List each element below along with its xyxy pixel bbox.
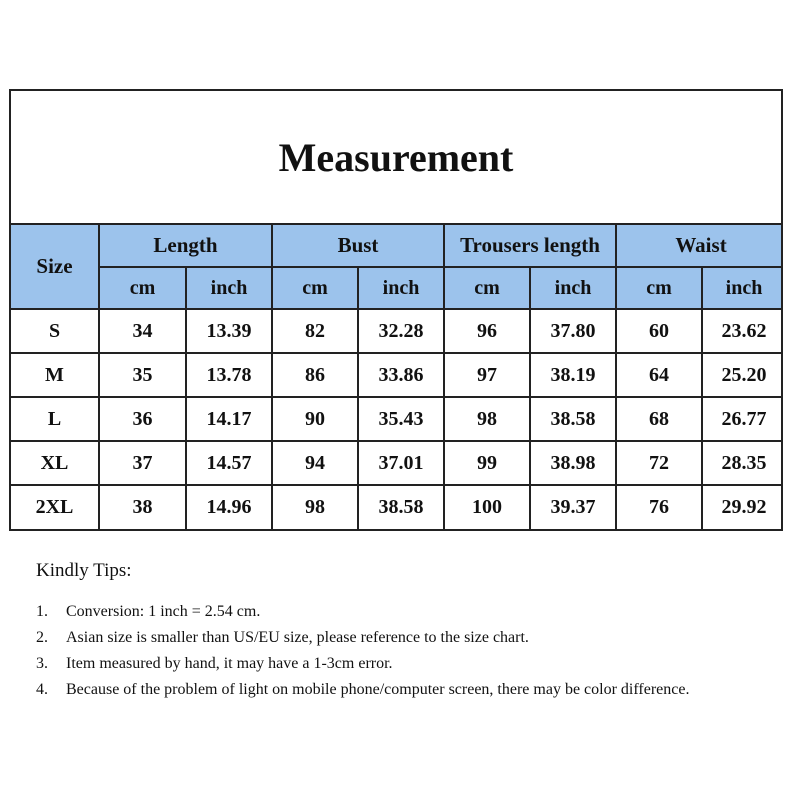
value-cell: 38.58 (530, 397, 616, 441)
value-cell: 26.77 (702, 397, 783, 441)
value-cell: 76 (616, 485, 702, 529)
value-cell: 25.20 (702, 353, 783, 397)
value-cell: 13.78 (186, 353, 272, 397)
value-cell: 60 (616, 309, 702, 353)
tip-text: Conversion: 1 inch = 2.54 cm. (66, 603, 261, 620)
value-cell: 32.28 (358, 309, 444, 353)
size-table (11, 225, 783, 529)
tip-item (36, 678, 776, 701)
tip-number: 1. (36, 603, 48, 620)
tips-list (36, 600, 776, 701)
unit-inch-header: inch (186, 267, 272, 309)
unit-inch-header: inch (358, 267, 444, 309)
table-row (11, 309, 783, 353)
value-cell: 98 (272, 485, 358, 529)
unit-inch-header: inch (530, 267, 616, 309)
value-cell: 98 (444, 397, 530, 441)
value-cell: 94 (272, 441, 358, 485)
value-cell: 13.39 (186, 309, 272, 353)
value-cell: 14.17 (186, 397, 272, 441)
tip-text: Asian size is smaller than US/EU size, please reference to the size chart. (66, 629, 529, 646)
table-row (11, 485, 783, 529)
value-cell: 99 (444, 441, 530, 485)
tip-text: Item measured by hand, it may have a 1-3cm error. (66, 655, 393, 672)
size-cell: XL (11, 441, 99, 485)
value-cell: 23.62 (702, 309, 783, 353)
tip-number: 2. (36, 629, 48, 646)
value-cell: 33.86 (358, 353, 444, 397)
tip-number: 4. (36, 681, 48, 698)
value-cell: 29.92 (702, 485, 783, 529)
waist-header: Waist (616, 225, 783, 267)
unit-cm-header: cm (444, 267, 530, 309)
value-cell: 14.96 (186, 485, 272, 529)
value-cell: 36 (99, 397, 186, 441)
value-cell: 38.98 (530, 441, 616, 485)
value-cell: 64 (616, 353, 702, 397)
value-cell: 37.80 (530, 309, 616, 353)
size-cell: L (11, 397, 99, 441)
value-cell: 34 (99, 309, 186, 353)
value-cell: 28.35 (702, 441, 783, 485)
value-cell: 14.57 (186, 441, 272, 485)
unit-cm-header: cm (616, 267, 702, 309)
size-cell: M (11, 353, 99, 397)
value-cell: 38.19 (530, 353, 616, 397)
size-header: Size (11, 225, 99, 309)
tip-item (36, 600, 776, 623)
size-cell: S (11, 309, 99, 353)
table-body (11, 309, 783, 529)
value-cell: 72 (616, 441, 702, 485)
tip-number: 3. (36, 655, 48, 672)
value-cell: 100 (444, 485, 530, 529)
value-cell: 38.58 (358, 485, 444, 529)
value-cell: 37.01 (358, 441, 444, 485)
table-row (11, 441, 783, 485)
unit-cm-header: cm (99, 267, 186, 309)
value-cell: 82 (272, 309, 358, 353)
tip-item (36, 626, 776, 649)
value-cell: 35 (99, 353, 186, 397)
value-cell: 90 (272, 397, 358, 441)
length-header: Length (99, 225, 272, 267)
value-cell: 39.37 (530, 485, 616, 529)
size-chart (9, 89, 783, 531)
value-cell: 97 (444, 353, 530, 397)
value-cell: 37 (99, 441, 186, 485)
bust-header: Bust (272, 225, 444, 267)
table-row (11, 397, 783, 441)
unit-inch-header: inch (702, 267, 783, 309)
unit-cm-header: cm (272, 267, 358, 309)
tip-item (36, 652, 776, 675)
size-cell: 2XL (11, 485, 99, 529)
table-row (11, 353, 783, 397)
tip-text: Because of the problem of light on mobile phone/computer screen, there may be color difference. (66, 681, 690, 698)
value-cell: 35.43 (358, 397, 444, 441)
value-cell: 96 (444, 309, 530, 353)
kindly-tips (36, 560, 776, 704)
tips-title: Kindly Tips: (36, 560, 132, 581)
chart-title: Measurement (11, 91, 781, 225)
value-cell: 38 (99, 485, 186, 529)
trousers-length-header: Trousers length (444, 225, 616, 267)
value-cell: 68 (616, 397, 702, 441)
value-cell: 86 (272, 353, 358, 397)
